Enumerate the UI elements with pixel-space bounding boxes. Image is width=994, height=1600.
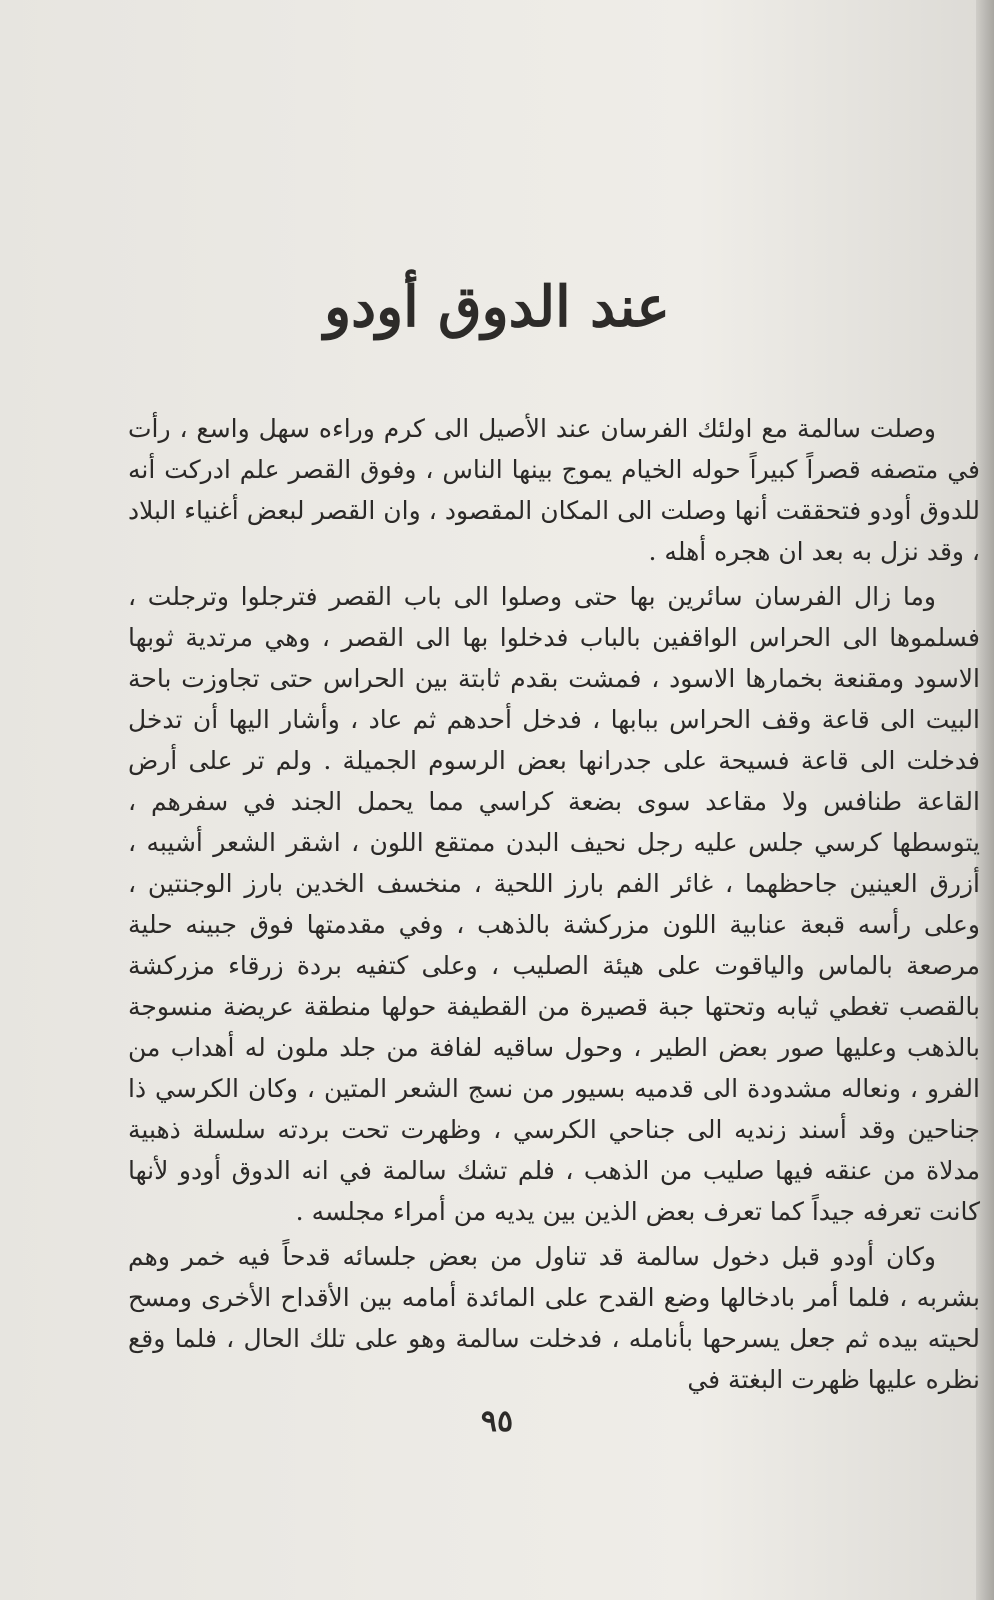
- paragraph-2: وما زال الفرسان سائرين بها حتى وصلوا الى باب القصر فترجلوا وترجلت ، فسلموها الى الحراس الواقفين بالباب فدخلوا بها الى القصر ، وهي مرتدية ثوبها الاسود ومقنعة بخمارها الاسود ، فمشت بقدم ثابتة بين الحراس حتى تجاوزت باحة البيت الى قاعة وقف الحراس ببابها ، فدخل أحدهم ثم عاد ، وأشار اليها أن تدخل فدخلت الى قاعة فسيحة على جدرانها بعض الرسوم الجميلة . ولم تر على أرض القاعة طنافس ولا مقاعد سوى بضعة كراسي مما يحمل الجند في سفرهم ، يتوسطها كرسي جلس عليه رجل نحيف البدن ممتقع اللون ، اشقر الشعر أشيبه ، أزرق العينين جاحظهما ، غائر الفم بارز اللحية ، منخسف الخدين بارز الوجنتين ، وعلى رأسه قبعة عنابية اللون مزركشة بالذهب ، وفي مقدمتها فوق جبينه حلية مرصعة بالماس والياقوت على هيئة الصليب ، وعلى كتفيه بردة زرقاء مزركشة بالقصب تغطي ثيابه وتحتها جبة قصيرة من القطيفة حولها منطقة عريضة منسوجة بالذهب وعليها صور بعض الطير ، وحول ساقيه لفافة من جلد ملون له أهداب من الفرو ، ونعاله مشدودة الى قدميه بسيور من نسج الشعر المتين ، وكان الكرسي ذا جناحين وقد أسند زنديه الى جناحي الكرسي ، وظهرت تحت بردته سلسلة ذهبية مدلاة من عنقه فيها صليب من الذهب ، فلم تشك سالمة في انه الدوق أودو لأنها كانت تعرفه جيداً كما تعرف بعض الذين بين يديه من أمراء مجلسه .: [128, 582, 980, 1226]
- paragraph-1: وصلت سالمة مع اولئك الفرسان عند الأصيل الى كرم وراءه سهل واسع ، رأت في متصفه قصراً كبيراً حوله الخيام يموج بينها الناس ، وفوق القصر علم ادركت أنه للدوق أودو فتحققت أنها وصلت الى المكان المقصود ، وان القصر لبعض أغنياء البلاد ، وقد نزل به بعد ان هجره أهله .: [128, 414, 980, 566]
- paragraph-3: وكان أودو قبل دخول سالمة قد تناول من بعض جلسائه قدحاً فيه خمر وهم بشربه ، فلما أمر بادخالها وضع القدح على المائدة أمامه بين الأقداح الأخرى ومسح لحيته بيده ثم جعل يسرحها بأنامله ، فدخلت سالمة وهو على تلك الحال ، فلما وقع نظره عليها ظهرت البغتة في: [128, 1242, 980, 1394]
- chapter-body: [128, 408, 980, 1394]
- page-number: ٩٥: [480, 1404, 514, 1439]
- chapter-title: عند الدوق أودو: [324, 274, 670, 340]
